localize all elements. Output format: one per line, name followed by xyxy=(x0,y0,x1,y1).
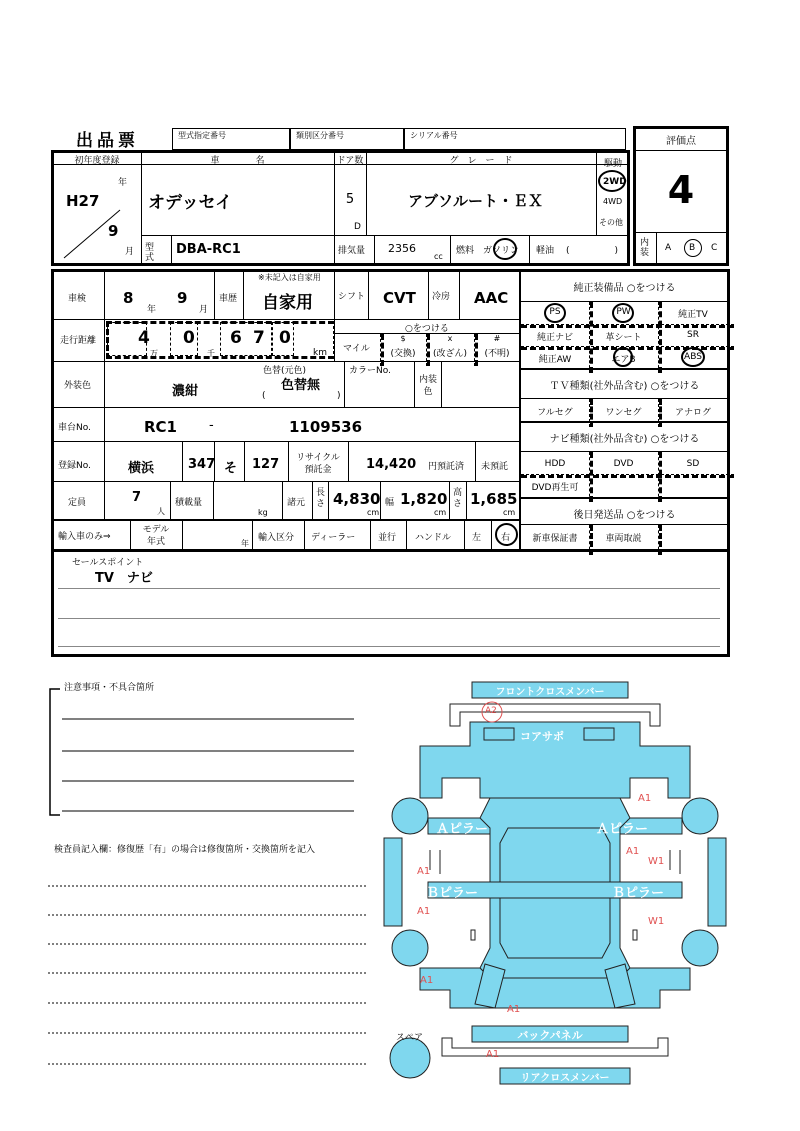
model-year-nen: 年 xyxy=(241,539,249,548)
fuel-label: 燃料 xyxy=(456,246,475,256)
b-pillar-right-label: Ｂピラー xyxy=(612,886,665,901)
first-reg-era: H27 xyxy=(66,192,100,210)
model-year-label-2: 年式 xyxy=(146,537,165,547)
reg-class: 347 xyxy=(188,457,216,472)
interior-color-label-1: 内装 xyxy=(418,375,437,385)
doors-unit: D xyxy=(354,222,361,232)
displacement-label: 排気量 xyxy=(338,246,366,256)
spare-label: スペア xyxy=(396,1033,424,1043)
equip-abs-circle xyxy=(681,347,705,367)
ac-value: AAC xyxy=(474,289,509,307)
chassis-dash: - xyxy=(209,418,214,433)
repaint-paren-close: ) xyxy=(337,391,341,401)
interior-c: C xyxy=(711,243,718,253)
mark-a1-left-bottom: A1 xyxy=(420,975,434,986)
interior-a: A xyxy=(665,243,672,253)
fuel-gas-circle xyxy=(493,238,517,260)
exterior-label: 外装色 xyxy=(64,381,92,391)
length-cm: cm xyxy=(367,508,380,517)
name-label: 車 名 xyxy=(210,156,265,166)
mark-a2: A2 xyxy=(485,706,497,716)
a-pillar-right-label: Ａピラー xyxy=(596,822,649,837)
drive-label: 駆動 xyxy=(603,159,622,169)
parallel-label: 並行 xyxy=(378,533,397,543)
grade-label: グ レ ー ド xyxy=(449,156,513,166)
exchange-label: (交換) xyxy=(390,349,416,359)
kg-label: kg xyxy=(258,508,268,517)
caution-label: 注意事項・不具合箇所 xyxy=(64,683,155,693)
history-label: 車歴 xyxy=(219,294,238,304)
type-value: DBA-RC1 xyxy=(176,242,241,257)
height-cm: cm xyxy=(503,508,516,517)
drive-4wd: 4WD xyxy=(603,197,623,206)
equip-pw: PW xyxy=(616,307,631,317)
back-panel-label: バックパネル xyxy=(517,1029,583,1042)
inspection-nen: 年 xyxy=(147,305,157,315)
altered-label: (改ざん) xyxy=(432,349,468,359)
drive-2wd: 2WD xyxy=(603,177,627,187)
mileage-sen: 千 xyxy=(207,349,215,358)
reg-kana: そ xyxy=(224,461,238,476)
right-circle xyxy=(495,523,518,546)
inspection-month: 9 xyxy=(177,289,188,307)
tv-oneseg: ワンセグ xyxy=(605,408,642,418)
chassis-number: 1109536 xyxy=(289,418,363,436)
tv-analog: アナログ xyxy=(674,408,711,418)
equip-airbag-circle xyxy=(613,347,633,367)
equip-abs: ABS xyxy=(684,352,702,362)
inspection-tsuki: 月 xyxy=(199,305,209,315)
equip-tv: 純正TV xyxy=(678,310,708,320)
mile-label: マイル xyxy=(343,344,370,354)
recycle-label-2: 預託金 xyxy=(304,465,332,475)
reg-area: 横浜 xyxy=(128,461,155,476)
shift-value: CVT xyxy=(383,289,416,307)
history-value: 自家用 xyxy=(262,293,313,313)
width-cm: cm xyxy=(434,508,447,517)
recycle-value: 14,420 xyxy=(366,457,417,472)
inspector-label: 検査員記入欄：修復歴「有」の場合は修復箇所・交換箇所を記入 xyxy=(54,845,316,855)
front-cross-label: フロントクロスメンバー xyxy=(495,687,605,698)
repaint-value: 色替無 xyxy=(281,378,321,393)
navi-dvd-play: DVD再生可 xyxy=(531,483,579,493)
chassis-prefix: RC1 xyxy=(144,418,177,436)
navi-dvd: DVD xyxy=(613,459,634,469)
dealer-label: ディーラー xyxy=(311,533,356,543)
mileage-digit-4: 7 xyxy=(253,328,265,348)
mileage-km: km xyxy=(313,348,327,358)
inspector-lines xyxy=(46,870,371,1070)
left-label: 左 xyxy=(472,533,482,543)
altered-sym: x xyxy=(447,334,453,343)
later-manual: 車両取説 xyxy=(605,534,642,544)
height-label: 高さ xyxy=(453,488,463,509)
sales-box xyxy=(51,549,730,657)
exchange-sym: $ xyxy=(400,334,406,343)
rating-label: 評価点 xyxy=(666,136,696,147)
doors-label: ドア数 xyxy=(336,156,364,166)
equipment-title: 純正装備品 ○をつける xyxy=(573,283,676,294)
rear-cross-label: リアクロスメンバー xyxy=(520,1073,610,1084)
capacity-value: 7 xyxy=(132,490,142,505)
length-label: 長さ xyxy=(316,488,326,509)
sales-label: セールスポイント xyxy=(72,558,144,568)
dims-label: 諸元 xyxy=(287,498,306,508)
mileage-man: 万 xyxy=(150,349,158,358)
mark-a1-rear: A1 xyxy=(507,1004,521,1015)
type-label: 型式 xyxy=(145,243,155,263)
drive-2wd-circle xyxy=(598,170,626,192)
caution-bracket xyxy=(46,687,366,817)
equip-navi: 純正ナビ xyxy=(536,333,573,343)
later-title: 後日発送品 ○をつける xyxy=(573,510,676,521)
repaint-paren-open: ( xyxy=(262,391,266,401)
import-type-label: 輸入区分 xyxy=(258,533,295,543)
interior-b-circle xyxy=(684,239,702,257)
person-unit: 人 xyxy=(157,507,165,516)
form-title: 出品票 xyxy=(76,131,139,151)
model-year-label-1: モデル xyxy=(142,525,170,535)
mileage-label: 走行距離 xyxy=(60,336,97,346)
mark-w1-right-mid: W1 xyxy=(648,856,665,867)
equip-aw: 純正AW xyxy=(538,355,572,365)
height-value: 1,685 xyxy=(470,490,518,508)
core-support-label: コアサポ xyxy=(520,730,564,743)
mileage-digit-2: 0 xyxy=(183,328,195,348)
mark-a1-rear-cross: A1 xyxy=(486,1049,500,1060)
unknown-sym: # xyxy=(493,334,501,343)
grade-value: アブソルート・ＥＸ xyxy=(408,192,544,210)
tv-fullseg: フルセグ xyxy=(537,408,573,418)
recycle-not: 未預託 xyxy=(481,462,509,472)
exterior-value: 濃紺 xyxy=(172,384,199,399)
mileage-digit-3: 6 xyxy=(230,328,242,348)
equip-sr: SR xyxy=(687,330,699,340)
navi-hdd: HDD xyxy=(544,459,566,469)
fuel-paren: ( ) xyxy=(566,246,619,256)
ac-label: 冷房 xyxy=(432,292,451,302)
cc-label: cc xyxy=(434,252,443,261)
mark-a1-left-mid: A1 xyxy=(417,866,431,877)
inspection-label: 車検 xyxy=(68,294,87,304)
first-reg-label: 初年度登録 xyxy=(74,156,120,166)
vehicle-name: オデッセイ xyxy=(148,193,233,213)
recycle-deposited: 円預託済 xyxy=(428,462,465,472)
unknown-label: (不明) xyxy=(484,349,510,359)
length-value: 4,830 xyxy=(333,490,381,508)
fuel-gas: ガソリン xyxy=(483,246,520,256)
shift-label: シフト xyxy=(338,292,366,302)
mileage-digit-1: 4 xyxy=(138,328,150,348)
mileage-digit-5: 0 xyxy=(279,328,291,348)
mark-a1-right-mid: A1 xyxy=(626,846,640,857)
mark-w1-right-low: W1 xyxy=(648,916,665,927)
equip-ps-circle xyxy=(544,303,566,323)
navi-title: ナビ種類(社外品含む) ○をつける xyxy=(549,434,700,445)
mark-note: ○をつける xyxy=(405,324,449,334)
interior-b: B xyxy=(689,243,696,253)
later-warranty: 新車保証書 xyxy=(532,534,578,544)
history-note: ※未記入は自家用 xyxy=(258,273,321,282)
interior-label: 内装 xyxy=(640,238,650,258)
doors-value: 5 xyxy=(345,192,355,207)
repaint-label: 色替(元色) xyxy=(263,366,307,376)
chassis-label: 車台No. xyxy=(58,423,91,433)
rating-value: 4 xyxy=(667,168,695,212)
equip-leather: 革シート xyxy=(605,333,642,343)
right-label: 右 xyxy=(501,533,511,543)
width-label: 幅 xyxy=(385,498,395,508)
inspection-year: 8 xyxy=(123,289,134,307)
load-label: 積載量 xyxy=(175,498,203,508)
displacement-value: 2356 xyxy=(388,242,416,255)
reg-number: 127 xyxy=(252,457,280,472)
handle-label: ハンドル xyxy=(415,533,452,543)
mark-a1-left-low: A1 xyxy=(417,906,431,917)
sales-value: TV ナビ xyxy=(95,571,153,586)
tv-title: ＴＶ種類(社外品含む) ○をつける xyxy=(549,381,700,392)
drive-other: その他 xyxy=(599,218,623,227)
equip-airbag: エアB xyxy=(611,355,636,365)
equip-pw-circle xyxy=(612,303,634,323)
category-label: 類別区分番号 xyxy=(296,131,344,140)
width-value: 1,820 xyxy=(400,490,448,508)
first-reg-month: 9 xyxy=(108,222,119,240)
b-pillar-left-label: Ｂピラー xyxy=(426,886,479,901)
interior-color-label-2: 色 xyxy=(423,387,433,397)
month-label: 月 xyxy=(125,247,135,257)
a-pillar-left-label: Ａピラー xyxy=(436,822,489,837)
serial-label: シリアル番号 xyxy=(410,131,458,140)
colorno-label: カラーNo. xyxy=(349,366,391,376)
import-label: 輸入車のみ⇒ xyxy=(58,532,111,542)
equip-ps: PS xyxy=(549,307,561,317)
reg-label: 登録No. xyxy=(58,461,91,471)
model-cert-label: 型式指定番号 xyxy=(178,131,226,140)
recycle-label-1: リサイクル xyxy=(296,453,340,463)
year-label: 年 xyxy=(118,178,128,188)
capacity-label: 定員 xyxy=(68,498,87,508)
navi-sd: SD xyxy=(686,459,700,469)
fuel-diesel: 軽油 xyxy=(536,246,555,256)
mark-a1-right-top: A1 xyxy=(638,793,652,804)
